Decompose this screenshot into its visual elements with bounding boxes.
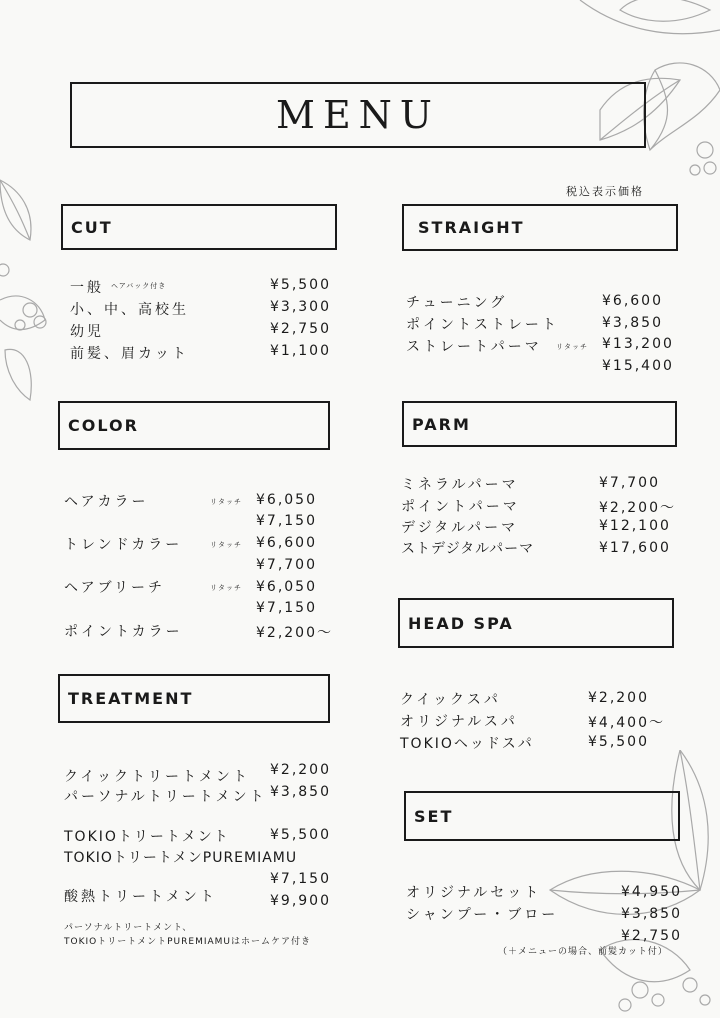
section-headspa-header: HEAD SPA bbox=[398, 598, 674, 648]
headspa-item-price: ¥4,400〜 bbox=[588, 715, 665, 731]
section-parm-header: PARM bbox=[402, 401, 677, 447]
straight-item-price: ¥13,200 bbox=[602, 336, 674, 352]
straight-item-note: リタッチ bbox=[556, 343, 588, 351]
parm-item-name: ストデジタルパーマ bbox=[401, 541, 535, 557]
parm-item-name: デジタルパーマ bbox=[401, 520, 519, 536]
treatment-item-name: TOKIOトリートメンPUREMIAMU bbox=[64, 850, 298, 866]
straight-item-price: ¥6,600 bbox=[602, 293, 663, 309]
color-item-note: リタッチ bbox=[210, 584, 242, 592]
treatment-item-price: ¥7,150 bbox=[270, 871, 331, 887]
color-item-price-alt: ¥7,150 bbox=[256, 600, 317, 616]
set-item-price: ¥3,850 bbox=[621, 906, 682, 922]
treatment-item-price: ¥3,850 bbox=[270, 784, 331, 800]
cut-item-note: ヘアバック付き bbox=[111, 282, 167, 290]
treatment-item-name: パーソナルトリートメント bbox=[64, 789, 267, 805]
color-item-price: ¥6,050 bbox=[256, 579, 317, 595]
treatment-item-name: クイックトリートメント bbox=[64, 769, 250, 785]
treatment-item-price: ¥2,200 bbox=[270, 762, 331, 778]
section-treatment-header: TREATMENT bbox=[58, 674, 330, 723]
cut-item-price: ¥1,100 bbox=[270, 343, 331, 359]
cut-item-price: ¥5,500 bbox=[270, 277, 331, 293]
parm-item-name: ポイントパーマ bbox=[401, 499, 520, 515]
color-item-price: ¥6,050 bbox=[256, 492, 317, 508]
headspa-item-price: ¥2,200 bbox=[588, 690, 649, 706]
color-item-price-alt: ¥7,150 bbox=[256, 513, 317, 529]
set-note: （＋メニューの場合、前髪カット付） bbox=[498, 947, 668, 957]
color-item-note: リタッチ bbox=[210, 541, 242, 549]
set-item-price: ¥2,750 bbox=[621, 928, 682, 944]
color-item-price: ¥2,200〜 bbox=[256, 625, 333, 641]
section-cut-header: CUT bbox=[61, 204, 337, 250]
cut-item-price: ¥2,750 bbox=[270, 321, 331, 337]
leaf-illustration-left bbox=[0, 170, 70, 410]
set-item-name: オリジナルセット bbox=[406, 885, 542, 901]
treatment-item-price: ¥9,900 bbox=[270, 893, 331, 909]
straight-item-price-alt: ¥15,400 bbox=[602, 358, 674, 374]
cut-item-name: 前髪、眉カット bbox=[70, 346, 189, 362]
treatment-item-price: ¥5,500 bbox=[270, 827, 331, 843]
tax-included-note: 税込表示価格 bbox=[566, 185, 644, 198]
treatment-item-name: 酸熱トリートメント bbox=[64, 889, 217, 905]
section-color-header: COLOR bbox=[58, 401, 330, 450]
parm-item-price: ¥2,200〜 bbox=[599, 500, 676, 516]
headspa-item-name: クイックスパ bbox=[400, 692, 501, 708]
headspa-item-name: オリジナルスパ bbox=[400, 714, 518, 730]
cut-item-name: 幼児 bbox=[70, 324, 104, 340]
straight-item-name: ポイントストレート bbox=[406, 317, 559, 333]
color-item-note: リタッチ bbox=[210, 498, 242, 506]
parm-item-price: ¥7,700 bbox=[599, 475, 660, 491]
straight-item-name: チューニング bbox=[406, 295, 508, 311]
section-straight-header: STRAIGHT bbox=[402, 204, 678, 251]
treatment-footnote: TOKIOトリートメントPUREMIAMUはホームケア付き bbox=[64, 937, 312, 947]
set-item-price: ¥4,950 bbox=[621, 884, 682, 900]
color-item-name: ヘアカラー bbox=[64, 494, 149, 510]
headspa-item-price: ¥5,500 bbox=[588, 734, 649, 750]
color-item-price: ¥6,600 bbox=[256, 535, 317, 551]
menu-title-box bbox=[70, 82, 646, 148]
color-item-name: ヘアブリーチ bbox=[64, 580, 166, 596]
color-item-price-alt: ¥7,700 bbox=[256, 557, 317, 573]
cut-item-name: 小、中、高校生 bbox=[70, 302, 189, 318]
treatment-item-name: TOKIOトリートメント bbox=[64, 829, 230, 845]
parm-item-name: ミネラルパーマ bbox=[401, 477, 519, 493]
set-item-name: シャンプー・ブロー bbox=[406, 907, 559, 923]
straight-item-price: ¥3,850 bbox=[602, 315, 663, 331]
parm-item-price: ¥12,100 bbox=[599, 518, 671, 534]
menu-title: MENU bbox=[276, 93, 440, 137]
parm-item-price: ¥17,600 bbox=[599, 540, 671, 556]
section-set-header: SET bbox=[404, 791, 680, 841]
color-item-name: トレンドカラー bbox=[64, 537, 183, 553]
cut-item-price: ¥3,300 bbox=[270, 299, 331, 315]
straight-item-name: ストレートパーマ bbox=[406, 339, 542, 355]
treatment-footnote: パーソナルトリートメント、 bbox=[64, 923, 193, 933]
color-item-name: ポイントカラー bbox=[64, 624, 183, 640]
headspa-item-name: TOKIOヘッドスパ bbox=[400, 736, 534, 752]
cut-item-name: 一般 bbox=[70, 280, 104, 296]
